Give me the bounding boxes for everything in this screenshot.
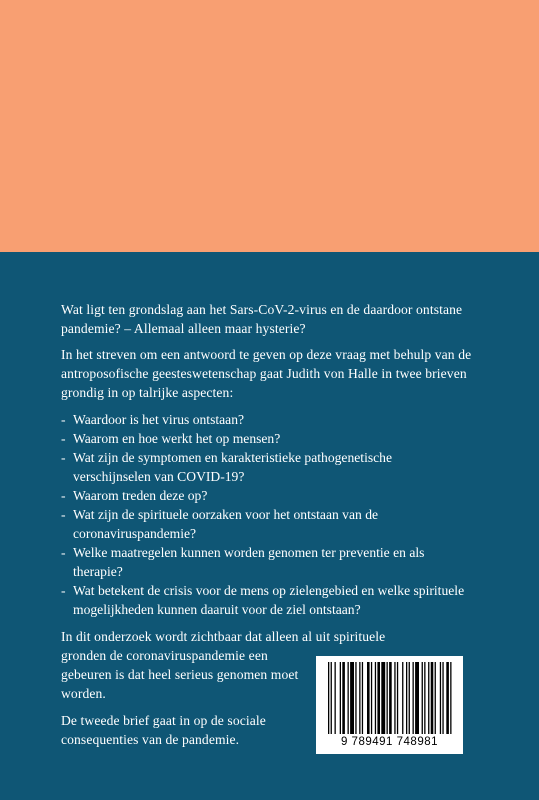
list-item: - Wat zijn de spirituele oorzaken voor het ontstaan van de coronaviruspandemie? — [61, 505, 448, 543]
cover-top-band — [0, 0, 539, 252]
barcode — [316, 656, 463, 754]
conclusion-line-1: In dit onderzoek wordt zichtbaar dat alleen al uit spirituele — [61, 629, 386, 644]
barcode-bar — [431, 662, 434, 734]
intro-paragraph: Wat ligt ten grondslag aan het Sars-CoV-2-virus en de daardoor ontstane pandemie? – Allemaal alleen maar hysterie? — [61, 302, 463, 336]
barcode-bar — [409, 662, 410, 734]
list-item: - Waarom en hoe werkt het op mensen? — [61, 429, 481, 448]
barcode-bar — [428, 662, 429, 734]
barcode-bar — [355, 662, 356, 734]
lead-paragraph: In het streven om een antwoord te geven op deze vraag met behulp van de antroposofische geesteswetenschap gaat Judith von Halle in twee brieven grondig in op talrijke aspecten: — [61, 347, 472, 400]
barcode-bar — [435, 662, 436, 734]
barcode-bar — [413, 662, 414, 734]
barcode-bar — [340, 662, 341, 734]
barcode-bar — [342, 662, 345, 734]
closing-paragraph: De tweede brief gaat in op de sociale consequenties van de pandemie. — [61, 713, 266, 747]
list-item: - Wat betekent de crisis voor de mens op zielengebied en welke spirituele mogelijkheden kunnen daaruit voor de ziel ontstaan? — [61, 581, 481, 619]
barcode-bar — [367, 662, 370, 734]
barcode-bar — [350, 662, 354, 734]
barcode-bar — [335, 662, 336, 734]
barcode-bar — [348, 662, 349, 734]
barcode-bar — [402, 662, 403, 734]
conclusion-paragraph: gronden de coronaviruspandemie een gebeuren is dat heel serieus genomen moet worden. — [61, 648, 299, 701]
barcode-bar — [375, 662, 376, 734]
barcode-bar — [415, 662, 419, 734]
barcode-bar — [406, 662, 407, 734]
barcode-bar — [422, 662, 423, 734]
list-item: - Welke maatregelen kunnen worden genomen ter preventie en als therapie? — [61, 543, 458, 581]
barcode-bar — [440, 662, 441, 734]
list-item: - Wat zijn de symptomen en karakteristieke pathogenetische verschijnselen van COVID-19? — [61, 448, 453, 486]
barcode-bar — [362, 662, 363, 734]
barcode-bar — [397, 662, 398, 734]
barcode-bar — [394, 662, 395, 734]
barcode-bar — [450, 662, 451, 734]
barcode-bar — [389, 662, 392, 734]
barcode-bar — [371, 662, 372, 734]
barcode-bar — [331, 662, 332, 734]
barcode-digits: 9 789491 748981 — [340, 736, 439, 748]
list-item: - Waardoor is het virus ontstaan? — [61, 410, 481, 429]
barcode-bar — [442, 662, 443, 734]
list-item: - Waarom treden deze op? — [61, 486, 481, 505]
barcode-bar — [328, 662, 329, 734]
barcode-bar — [377, 662, 380, 734]
barcode-bar — [387, 662, 388, 734]
question-list — [61, 410, 481, 619]
barcode-bar — [381, 662, 385, 734]
barcode-bar — [424, 662, 425, 734]
barcode-bar — [446, 662, 449, 734]
barcode-bar — [359, 662, 360, 734]
